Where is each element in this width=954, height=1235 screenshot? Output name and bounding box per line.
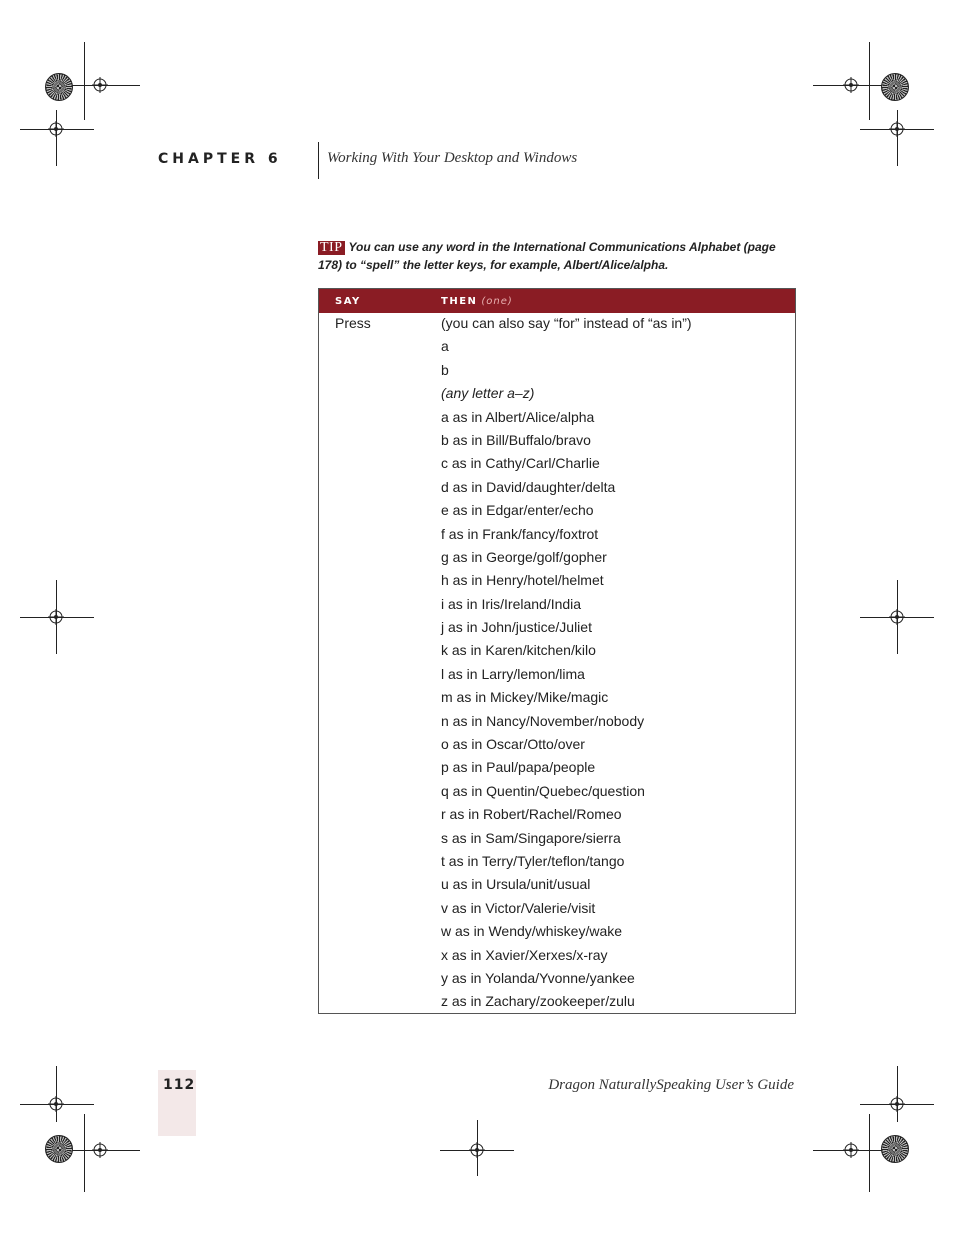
table-row: d as in David/daughter/delta xyxy=(441,478,616,495)
registration-star-icon xyxy=(881,73,909,101)
registration-target-icon xyxy=(48,121,64,137)
table-row: w as in Wendy/whiskey/wake xyxy=(441,923,623,940)
tip-badge: TIP xyxy=(320,240,343,255)
table-row: j as in John/justice/Juliet xyxy=(441,619,592,636)
table-row: e as in Edgar/enter/echo xyxy=(441,502,594,519)
table-row: t as in Terry/Tyler/teflon/tango xyxy=(441,852,625,869)
table-row: o as in Oscar/Otto/over xyxy=(441,736,585,753)
table-row: y as in Yolanda/Yvonne/yankee xyxy=(441,969,635,986)
column-header-then-sub: (one) xyxy=(481,296,513,307)
table-row: l as in Larry/lemon/lima xyxy=(441,665,585,682)
table-row: p as in Paul/papa/people xyxy=(441,759,596,776)
table-row: k as in Karen/kitchen/kilo xyxy=(441,642,596,659)
table-row: a xyxy=(441,338,449,355)
page-number: 112 xyxy=(163,1077,196,1093)
table-header xyxy=(319,289,795,313)
table-row: g as in George/golf/gopher xyxy=(441,548,607,565)
table-row: (you can also say “for” instead of “as in”) xyxy=(441,315,692,331)
registration-star-icon xyxy=(881,1135,909,1163)
table-row: m as in Mickey/Mike/magic xyxy=(441,689,609,706)
header-divider xyxy=(318,142,319,179)
registration-target-icon xyxy=(889,121,905,137)
registration-target-icon xyxy=(469,1142,485,1158)
tip-text: You can use any word in the International Communications Alphabet (page 178) to “spell” the letter keys, for example, Albert/Alice/alpha. xyxy=(318,240,776,272)
table-row: c as in Cathy/Carl/Charlie xyxy=(441,455,600,472)
table-row: h as in Henry/hotel/helmet xyxy=(441,572,604,589)
registration-target-icon xyxy=(48,609,64,625)
book-title: Dragon NaturallySpeaking User’s Guide xyxy=(548,1077,794,1093)
registration-target-icon xyxy=(889,1096,905,1112)
table-row: b xyxy=(441,361,449,378)
registration-target-icon xyxy=(889,609,905,625)
table-row: a as in Albert/Alice/alpha xyxy=(441,408,595,425)
table-row: x as in Xavier/Xerxes/x-ray xyxy=(441,946,608,963)
table-row: n as in Nancy/November/nobody xyxy=(441,712,645,729)
then-list xyxy=(441,313,692,1015)
command-table xyxy=(318,288,796,1014)
registration-star-icon xyxy=(45,73,73,101)
registration-target-icon xyxy=(843,77,859,93)
table-row: r as in Robert/Rachel/Romeo xyxy=(441,806,622,823)
table-row: s as in Sam/Singapore/sierra xyxy=(441,829,621,846)
registration-target-icon xyxy=(92,1142,108,1158)
registration-target-icon xyxy=(843,1142,859,1158)
table-row: z as in Zachary/zookeeper/zulu xyxy=(441,993,635,1010)
table-row: f as in Frank/fancy/foxtrot xyxy=(441,525,599,542)
column-header-say: SAY xyxy=(335,296,361,307)
registration-target-icon xyxy=(92,77,108,93)
registration-star-icon xyxy=(45,1135,73,1163)
chapter-label: CHAPTER 6 xyxy=(158,151,282,167)
table-row: u as in Ursula/unit/usual xyxy=(441,876,591,893)
table-row: b as in Bill/Buffalo/bravo xyxy=(441,431,591,448)
registration-target-icon xyxy=(48,1096,64,1112)
column-header-then xyxy=(441,296,513,307)
tip-note xyxy=(318,238,798,274)
table-row: q as in Quentin/Quebec/question xyxy=(441,782,645,799)
say-cell: Press xyxy=(335,315,371,331)
chapter-title: Working With Your Desktop and Windows xyxy=(327,150,578,166)
column-header-then-label: THEN xyxy=(441,296,478,307)
table-row: (any letter a–z) xyxy=(441,385,535,402)
table-row: i as in Iris/Ireland/India xyxy=(441,595,582,612)
table-row: v as in Victor/Valerie/visit xyxy=(441,899,596,916)
